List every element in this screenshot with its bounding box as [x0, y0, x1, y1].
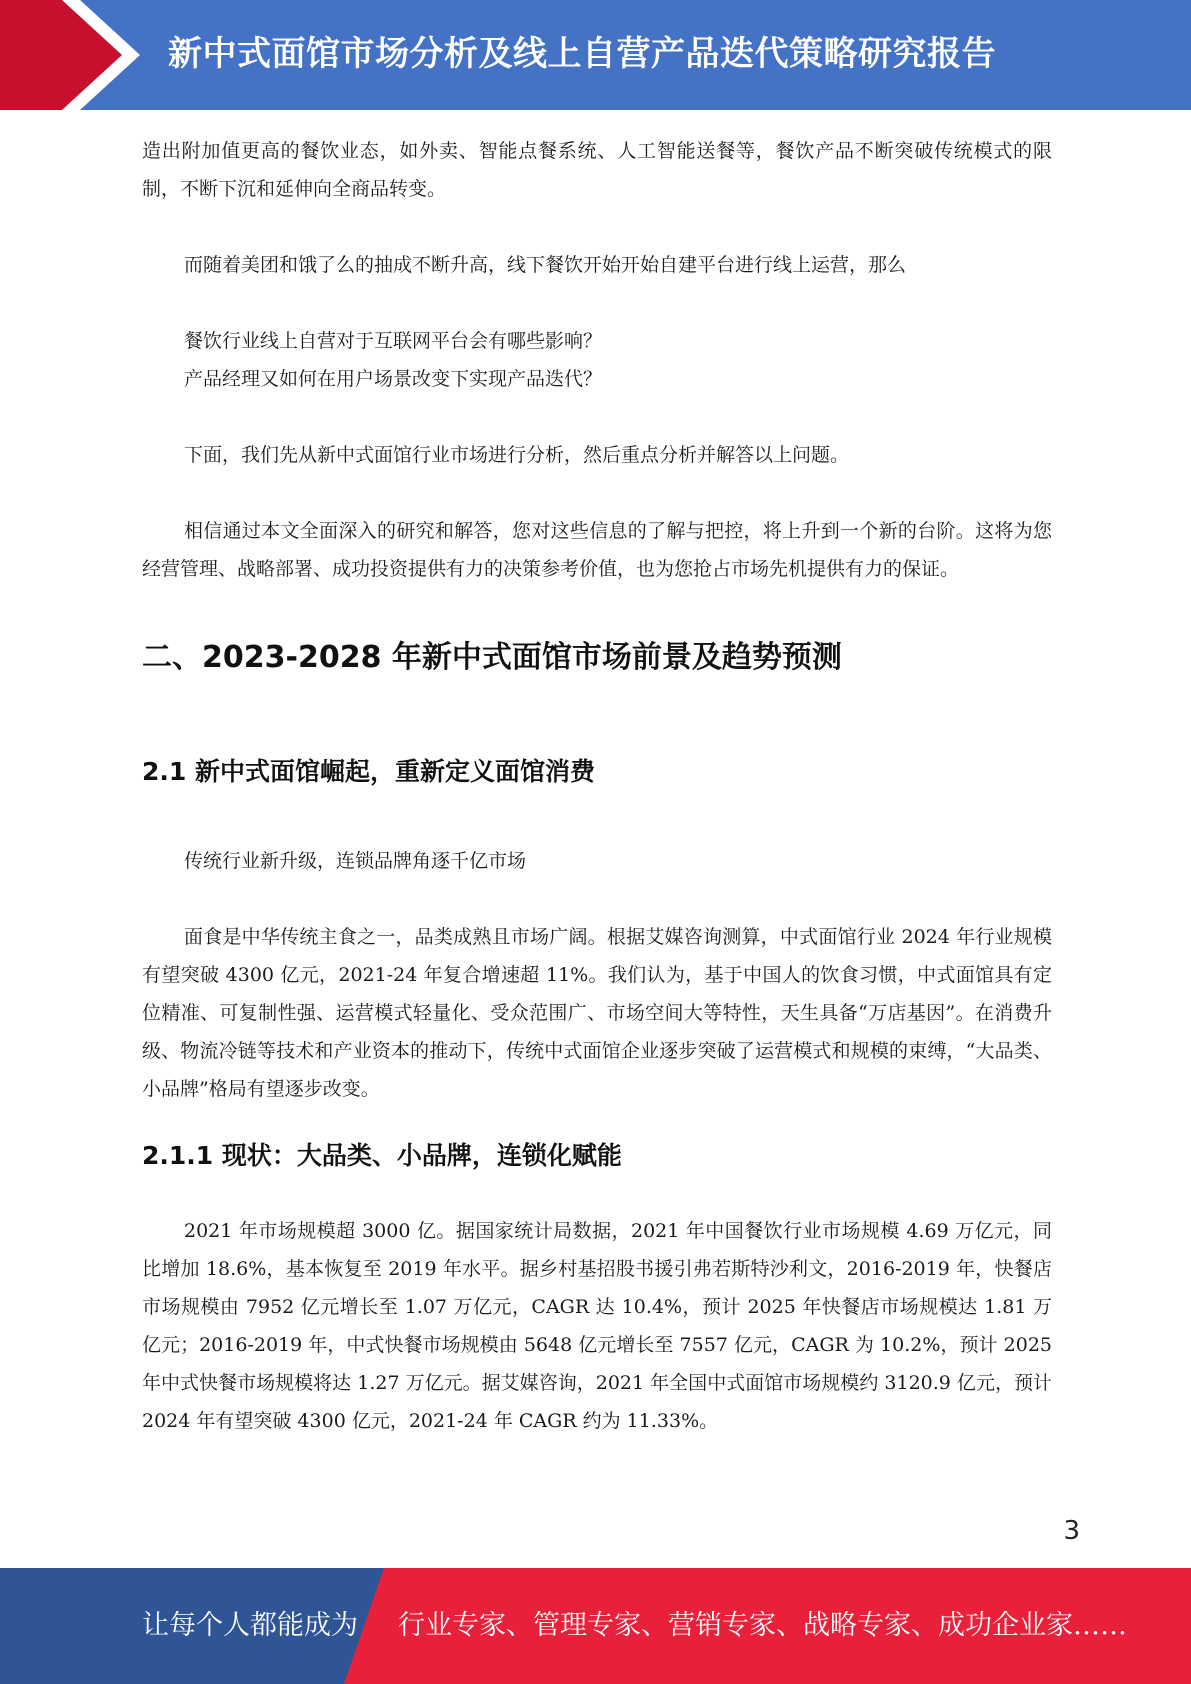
subsection-heading: 2.1 新中式面馆崛起，重新定义面馆消费 [142, 757, 595, 786]
paragraph: 下面，我们先从新中式面馆行业市场进行分析，然后重点分析并解答以上问题。 [184, 444, 850, 466]
page-footer [0, 1568, 1191, 1684]
footer-slogan-right: 行业专家、管理专家、营销专家、战略专家、成功企业家…… [398, 1610, 1127, 1641]
page-number: 3 [1063, 1516, 1080, 1546]
question-line: 餐饮行业线上自营对于互联网平台会有哪些影响？ [184, 330, 603, 352]
page-header [0, 0, 1191, 110]
paragraph: 传统行业新升级，连锁品牌角逐千亿市场 [184, 850, 527, 872]
question-line: 产品经理又如何在用户场景改变下实现产品迭代？ [184, 368, 603, 390]
document-body [142, 132, 1052, 1440]
paragraph: 造出附加值更高的餐饮业态，如外卖、智能点餐系统、人工智能送餐等，餐饮产品不断突破传统模式的限制，不断下沉和延伸向全商品转变。 [142, 140, 1052, 200]
header-chevron-decoration [0, 0, 180, 110]
subsection-heading: 2.1.1 现状：大品类、小品牌，连锁化赋能 [142, 1141, 622, 1170]
footer-slogan-left: 让每个人都能成为 [142, 1610, 358, 1641]
paragraph: 面食是中华传统主食之一，品类成熟且市场广阔。根据艾媒咨询测算，中式面馆行业 2024 年行业规模有望突破 4300 亿元，2021-24 年复合增速超 11%。我们认为，基于中国人的饮食习惯，中式面馆具有定位精准、可复制性强、运营模式轻量化、受众范围广、市场空间大等特性，天生具备“万店基因”。在消费升级、物流冷链等技术和产业资本的推动下，传统中式面馆企业逐步突破了运营模式和规模的束缚，“大品类、小品牌”格局有望逐步改变。 [142, 926, 1052, 1100]
section-heading: 二、2023-2028 年新中式面馆市场前景及趋势预测 [142, 640, 842, 675]
paragraph: 2021 年市场规模超 3000 亿。据国家统计局数据，2021 年中国餐饮行业市场规模 4.69 万亿元，同比增加 18.6%，基本恢复至 2019 年水平。据乡村基招股书援引弗若斯特沙利文，2016-2019 年，快餐店市场规模由 7952 亿元增长至 1.07 万亿元，CAGR 达 10.4%，预计 2025 年快餐店市场规模达 1.81 万亿元；2016-2019 年，中式快餐市场规模由 5648 亿元增长至 7557 亿元，CAGR 为 10.2%，预计 2025 年中式快餐市场规模将达 1.27 万亿元。据艾媒咨询，2021 年全国中式面馆市场规模约 3120.9 亿元，预计 2024 年有望突破 4300 亿元，2021-24 年 CAGR 约为 11.33%。 [142, 1220, 1052, 1432]
paragraph: 而随着美团和饿了么的抽成不断升高，线下餐饮开始开始自建平台进行线上运营，那么 [184, 254, 907, 276]
report-title: 新中式面馆市场分析及线上自营产品迭代策略研究报告 [168, 34, 996, 74]
paragraph: 相信通过本文全面深入的研究和解答，您对这些信息的了解与把控，将上升到一个新的台阶。这将为您经营管理、战略部署、成功投资提供有力的决策参考价值，也为您抢占市场先机提供有力的保证。 [142, 520, 1052, 580]
